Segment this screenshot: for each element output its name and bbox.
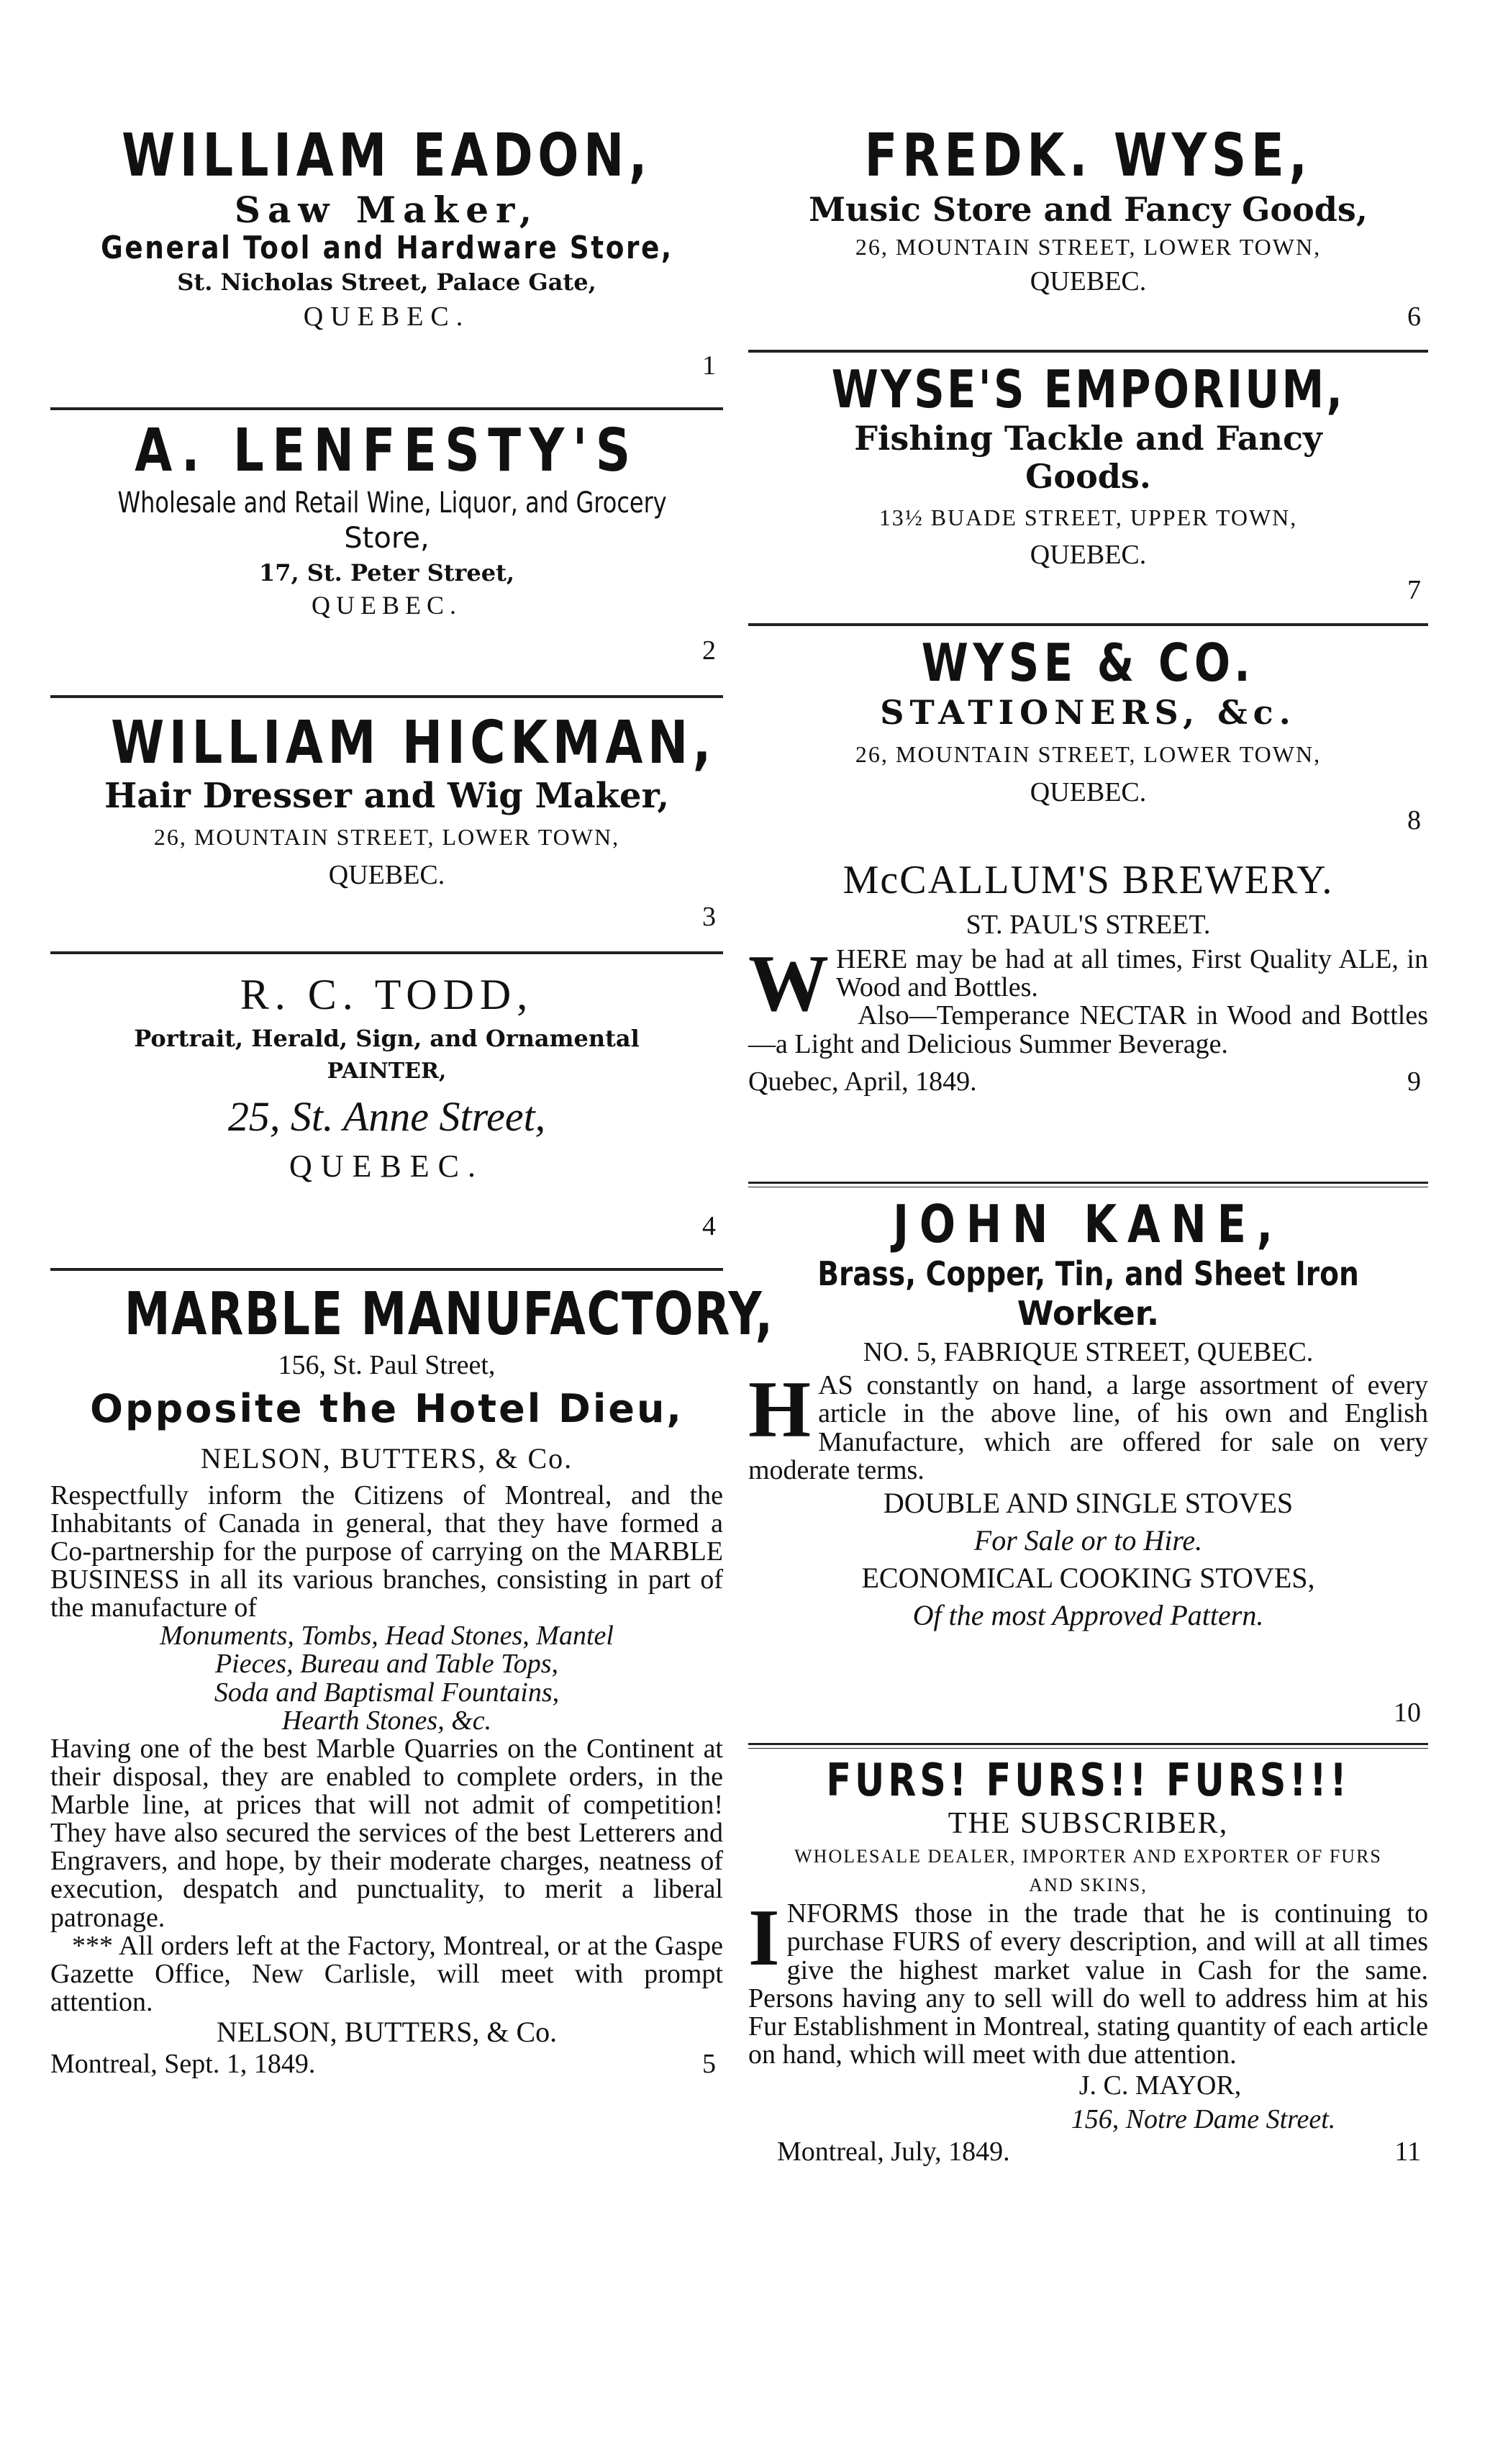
ad-city: QUEBEC. [328, 859, 445, 890]
ad-eadon [50, 122, 723, 410]
ad-address: 26, MOUNTAIN STREET, LOWER TOWN, [855, 234, 1322, 261]
ad-number: 11 [1394, 2137, 1421, 2168]
ad-kane [748, 1187, 1428, 1749]
ad-title: WYSE & CO. [921, 633, 1255, 693]
ad-line: For Sale or to Hire. [973, 1523, 1203, 1557]
ad-number: 4 [702, 1211, 716, 1241]
ad-line: Portrait, Herald, Sign, and Ornamental [134, 1025, 640, 1052]
ad-number: 1 [702, 350, 716, 381]
ad-marble [50, 1271, 774, 2080]
ad-city: QUEBEC. [289, 1149, 484, 1185]
ad-wyseco [748, 626, 1428, 856]
ad-number: 9 [1407, 1066, 1421, 1097]
ad-title: JOHN KANE, [893, 1194, 1284, 1254]
ad-title: A. LENFESTY'S [135, 417, 639, 485]
ad-subtitle: Opposite the Hotel Dieu, [90, 1385, 683, 1431]
left-column [50, 122, 774, 2080]
ad-date: Quebec, April, 1849. [748, 1066, 977, 1097]
ad-line: ECONOMICAL COOKING STOVES, [861, 1561, 1315, 1594]
ad-address: 156, St. Paul Street, [278, 1350, 496, 1381]
ad-line: Wholesale and Retail Wine, Liquor, and Grocery [117, 486, 667, 520]
ad-address: 26, MOUNTAIN STREET, LOWER TOWN, [855, 740, 1322, 767]
ad-body: AS constantly on hand, a large assortment of every article in the above line, of his own and English Manufacture, which are offered for sale on very moderate terms. [748, 1370, 1428, 1485]
ad-address: 26, MOUNTAIN STREET, LOWER TOWN, [153, 824, 620, 851]
ad-number: 7 [1407, 575, 1421, 605]
ad-line: Of the most Approved Pattern. [912, 1598, 1264, 1631]
ad-trade: Brass, Copper, Tin, and Sheet Iron [817, 1254, 1359, 1293]
ad-address: 25, St. Anne Street, [227, 1093, 546, 1141]
ad-city: QUEBEC. [1030, 776, 1147, 807]
drop-cap: W [748, 939, 829, 1029]
ad-trade: STATIONERS, &c. [880, 692, 1296, 732]
ad-address: ST. PAUL'S STREET. [966, 910, 1211, 941]
ad-title: R. C. TODD, [240, 971, 534, 1018]
ad-furs [748, 1749, 1428, 2168]
ad-items: Soda and Baptismal Fountains, [214, 1677, 560, 1708]
ad-subtitle: THE SUBSCRIBER, [948, 1807, 1229, 1841]
ad-number: 5 [702, 2049, 716, 2080]
right-column [748, 122, 1428, 2168]
ad-trade: Worker. [1017, 1293, 1160, 1333]
ad-address: 17, St. Peter Street, [258, 559, 515, 587]
ad-title: FREDK. WYSE, [864, 122, 1312, 190]
ad-hickman [50, 698, 723, 954]
ad-line: PAINTER, [327, 1059, 447, 1084]
ad-number: 8 [1407, 805, 1421, 835]
ad-items: Hearth Stones, &c. [281, 1705, 492, 1736]
ad-wyse [748, 122, 1428, 353]
ad-date: Montreal, July, 1849. [777, 2137, 1010, 2168]
ad-body: NFORMS those in the trade that he is continuing to purchase FURS of every description, and will at all times give the highest market value in Cash for the same. Persons having any to sell will do well to address him at his Fur Establishment in Montreal, stating quantity of each article on hand, which will meet with due attention. [748, 1898, 1428, 2070]
ad-body: Respectfully inform the Citizens of Montreal, and the Inhabitants of Canada in general, that they have formed a Co-partnership for the purpose of carrying on the MARBLE BUSINESS in all its various branches, consisting in part of the manufacture of [50, 1480, 723, 1623]
divider [748, 1182, 1428, 1187]
ad-title: WILLIAM HICKMAN, [111, 709, 716, 777]
ad-signature: J. C. MAYOR, [1078, 2070, 1242, 2101]
ad-address: 13½ BUADE STREET, UPPER TOWN, [878, 504, 1298, 530]
ad-body: HERE may be had at all times, First Quality ALE, in Wood and Bottles. [836, 944, 1428, 1003]
ad-city: QUEBEC. [312, 591, 462, 620]
divider [748, 1743, 1428, 1749]
ad-number: 6 [1407, 302, 1421, 332]
ad-city: QUEBEC. [1030, 540, 1147, 571]
ad-title: McCALLUM'S BREWERY. [842, 858, 1334, 902]
ad-todd [50, 954, 723, 1271]
ad-trade: Music Store and Fancy Goods, [809, 190, 1368, 230]
ad-address: 156, Notre Dame Street. [1071, 2103, 1336, 2134]
ad-firm: NELSON, BUTTERS, & Co. [200, 1441, 573, 1475]
ad-line: St. Nicholas Street, Palace Gate, [177, 268, 596, 296]
ad-description: WHOLESALE DEALER, IMPORTER AND EXPORTER OF FURS AND SKINS, [794, 1845, 1382, 1895]
ad-number: 10 [1394, 1698, 1421, 1728]
ad-line: Fishing Tackle and Fancy [854, 418, 1322, 458]
ad-lenfesty [50, 410, 723, 698]
ad-title: MARBLE MANUFACTORY, [124, 1280, 774, 1349]
ad-body: Also—Temperance NECTAR in Wood and Bottles—a Light and Delicious Summer Beverage. [748, 1000, 1428, 1059]
ad-title: WILLIAM EADON, [122, 122, 652, 190]
ad-line: General Tool and Hardware Store, [101, 230, 673, 267]
drop-cap: H [748, 1365, 812, 1455]
ad-signature: NELSON, BUTTERS, & Co. [216, 2016, 558, 2049]
ad-city: QUEBEC. [1030, 266, 1147, 297]
ad-body: Having one of the best Marble Quarries on the Continent at their disposal, they are enabled to complete orders, in the Marble line, at prices that will not admit of competition! They have also secured the services of the best Letterers and Engravers, and hope, by their moderate charges, neatness of execution, despatch and punctuality, to merit a liberal patronage. [50, 1733, 723, 1933]
ad-items: Pieces, Bureau and Table Tops, [214, 1649, 559, 1680]
ad-trade: Hair Dresser and Wig Maker, [104, 776, 670, 817]
ad-brewery [748, 856, 1428, 1187]
ad-trade: Saw Maker, [234, 189, 540, 232]
ad-emporium [748, 353, 1428, 626]
ad-number: 3 [702, 902, 716, 932]
ad-date: Montreal, Sept. 1, 1849. [50, 2049, 316, 2080]
ad-line: DOUBLE AND SINGLE STOVES [883, 1486, 1294, 1519]
ad-title: FURS! FURS!! FURS!!! [826, 1754, 1350, 1806]
ad-address: NO. 5, FABRIQUE STREET, QUEBEC. [863, 1337, 1314, 1368]
ad-title: WYSE'S EMPORIUM, [831, 359, 1345, 420]
ad-number: 2 [702, 635, 716, 666]
ad-body: *** All orders left at the Factory, Montreal, or at the Gaspe Gazette Office, New Carlisle, will meet with prompt attention. [50, 1930, 723, 2017]
ad-line: Goods. [1025, 456, 1151, 496]
ad-city: QUEBEC. [303, 301, 471, 332]
drop-cap: I [748, 1893, 780, 1983]
ad-items: Monuments, Tombs, Head Stones, Mantel [160, 1621, 614, 1652]
ad-line: Store, [344, 522, 430, 556]
